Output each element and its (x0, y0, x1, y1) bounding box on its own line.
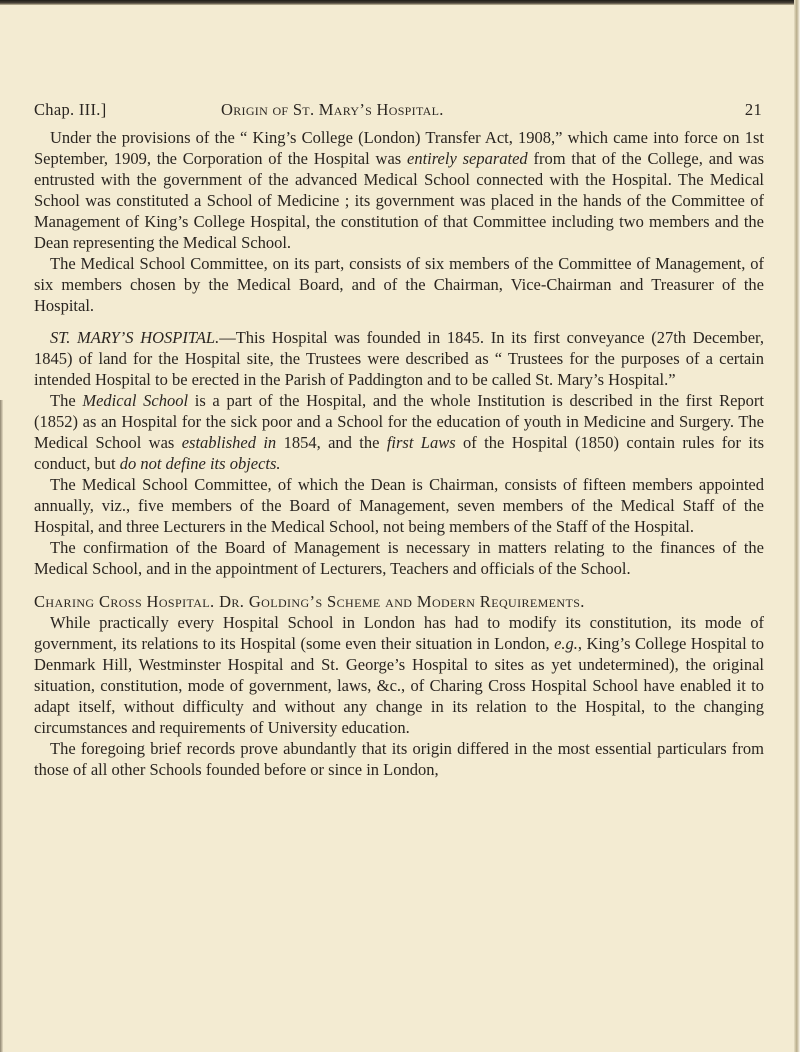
body-text (34, 127, 764, 780)
paragraph-kings-college-act (34, 127, 764, 253)
italic-run: do not define its objects. (119, 454, 281, 473)
page-right-edge (794, 0, 800, 1052)
paragraph-foregoing: The foregoing brief records prove abundantly that its origin differed in the most essential particulars from those of all other Schools founded before or since in London, (34, 739, 764, 779)
section-title-st-marys: ST. MARY’S HOSPITAL. (50, 328, 220, 347)
paragraph-board-confirmation: The confirmation of the Board of Management is necessary in matters relating to the finances of the Medical School, and in the appointment of Lecturers, Teachers and officials of the School. (34, 538, 764, 578)
italic-run: Medical School (82, 391, 189, 410)
text-run: , King’s College Hospital to Denmark Hill, Westminster Hospital and St. George’s Hospital to sites as yet undetermined), the original situation, constitution, mode of government, laws, &c., of Charing Cross Hospital School have enabled it to adapt itself, without difficulty and without any change in its relation to the Hospital, to the changing circumstances and requirements of University education. (34, 634, 764, 737)
page-top-edge-shadow (0, 0, 800, 5)
chapter-label: Chap. III.] (34, 100, 107, 119)
italic-run: first Laws (386, 433, 456, 452)
text-run: from that of the College, and was entrusted with the government of the advanced Medical School connected with the Hospital. The Medical School was constituted a School of Medicine ; its government was placed in the hands of the Committee of Management of King’s College Hospital, the constitution of that Committee including two members and the Dean representing the Medical School. (34, 149, 764, 252)
text-run: While practically every Hospital School in London has had to modify its constitution, its mode of government, its relations to its Hospital (some even their situation in London, (34, 613, 764, 653)
text-run: The (50, 391, 83, 410)
paragraph-school-committee-members: The Medical School Committee, of which the Dean is Chairman, consists of fifteen members appointed annually, viz., five members of the Board of Management, seven members of the Medical Staff of the Hospital, and three Lecturers in the Medical School, not being members of the Staff of the Hospital. (34, 475, 764, 536)
italic-run: entirely separated (407, 149, 528, 168)
text-run: of the Hospital (1850) contain rules for its conduct, but (34, 433, 765, 473)
text-run: is a part of the Hospital, and the whole Institution is described in the first Report (1852) as an Hospital for the sick poor and a School for the education of youth in Medicine and Surgery. The Medical School was (34, 391, 764, 452)
section-heading-charing-cross: Charing Cross Hospital. Dr. Golding’s Scheme and Modern Requirements. (34, 592, 585, 611)
paragraph-st-marys (34, 327, 764, 390)
text-run: 1854, and the (276, 433, 387, 452)
text-run: Under the provisions of the “ King’s College (London) Transfer Act, 1908,” which came into force on 1st September, 1909, the Corporation of the Hospital was (34, 128, 764, 168)
page-left-edge (0, 400, 3, 1052)
italic-run: established in (181, 433, 277, 452)
running-title: Origin of St. Mary’s Hospital. (221, 100, 444, 119)
paragraph-charing-cross (34, 612, 764, 738)
italic-run: e.g. (554, 634, 578, 653)
page-number: 21 (744, 100, 762, 119)
text-run: —This Hospital was founded in 1845. In its first conveyance (27th December, 1845) of land for the Hospital site, the Trustees were described as “ Trustees for the purposes of a certain intended Hospital to be erected in the Parish of Paddington and to be called St. Mary’s Hospital.” (34, 328, 764, 389)
paragraph-committee: The Medical School Committee, on its part, consists of six members of the Committee of Management, of six members chosen by the Medical Board, and of the Chairman, Vice-Chairman and Treasurer of the Hospital. (34, 254, 764, 315)
paragraph-medical-school (34, 390, 764, 474)
running-head (34, 100, 762, 124)
